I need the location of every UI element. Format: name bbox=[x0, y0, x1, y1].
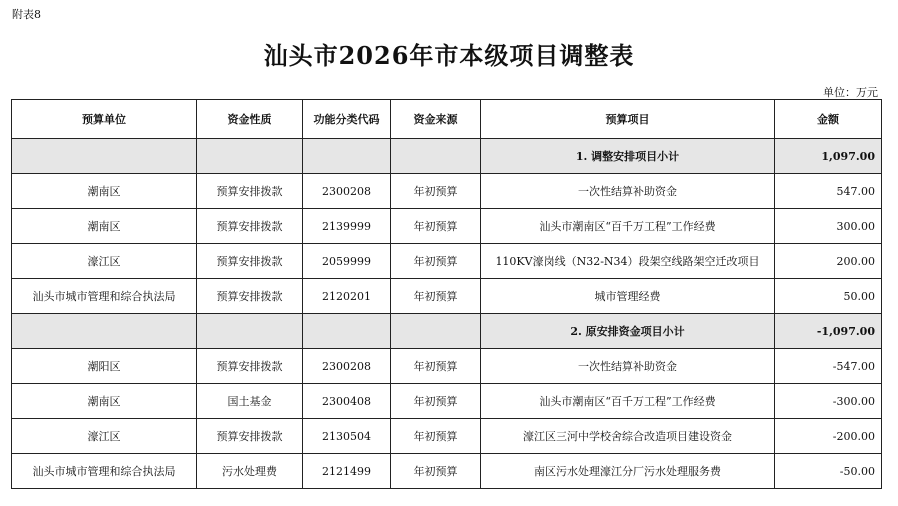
cell-function-code: 2300408 bbox=[303, 384, 391, 419]
cell-budget-unit: 潮南区 bbox=[12, 174, 197, 209]
page-title: 汕头市2026年市本级项目调整表 bbox=[263, 41, 635, 70]
cell-fund-source: 年初预算 bbox=[391, 454, 481, 489]
cell-amount: 300.00 bbox=[775, 209, 882, 244]
cell-fund-nature bbox=[197, 139, 303, 174]
cell-fund-nature: 污水处理费 bbox=[197, 454, 303, 489]
cell-budget-project: 濠江区三河中学校舍综合改造项目建设资金 bbox=[481, 419, 775, 454]
cell-budget-unit: 濠江区 bbox=[12, 244, 197, 279]
cell-fund-source: 年初预算 bbox=[391, 244, 481, 279]
table-row bbox=[12, 384, 882, 419]
cell-budget-project: 2. 原安排资金项目小计 bbox=[481, 314, 775, 349]
cell-fund-nature: 国土基金 bbox=[197, 384, 303, 419]
cell-fund-nature: 预算安排拨款 bbox=[197, 279, 303, 314]
cell-budget-unit: 汕头市城市管理和综合执法局 bbox=[12, 279, 197, 314]
cell-function-code: 2300208 bbox=[303, 174, 391, 209]
header-budget-project: 预算项目 bbox=[481, 100, 775, 139]
cell-fund-nature: 预算安排拨款 bbox=[197, 209, 303, 244]
cell-amount: -300.00 bbox=[775, 384, 882, 419]
table-row bbox=[12, 349, 882, 384]
cell-amount: -547.00 bbox=[775, 349, 882, 384]
cell-fund-source: 年初预算 bbox=[391, 384, 481, 419]
cell-budget-unit bbox=[12, 314, 197, 349]
cell-amount: 1,097.00 bbox=[775, 139, 882, 174]
cell-fund-source: 年初预算 bbox=[391, 174, 481, 209]
cell-fund-source: 年初预算 bbox=[391, 209, 481, 244]
table-row bbox=[12, 244, 882, 279]
cell-fund-nature: 预算安排拨款 bbox=[197, 244, 303, 279]
cell-fund-nature bbox=[197, 314, 303, 349]
table-row bbox=[12, 454, 882, 489]
cell-budget-project: 汕头市潮南区“百千万工程”工作经费 bbox=[481, 384, 775, 419]
cell-budget-project: 一次性结算补助资金 bbox=[481, 174, 775, 209]
subtotal-row bbox=[12, 314, 882, 349]
cell-amount: -50.00 bbox=[775, 454, 882, 489]
subtotal-row bbox=[12, 139, 882, 174]
cell-function-code: 2300208 bbox=[303, 349, 391, 384]
header-row bbox=[12, 100, 882, 139]
cell-amount: -1,097.00 bbox=[775, 314, 882, 349]
cell-budget-project: 汕头市潮南区“百千万工程”工作经费 bbox=[481, 209, 775, 244]
cell-amount: 50.00 bbox=[775, 279, 882, 314]
table-row bbox=[12, 279, 882, 314]
cell-function-code bbox=[303, 314, 391, 349]
header-fund-source: 资金来源 bbox=[391, 100, 481, 139]
cell-fund-nature: 预算安排拨款 bbox=[197, 349, 303, 384]
table-row bbox=[12, 174, 882, 209]
header-budget-unit: 预算单位 bbox=[12, 100, 197, 139]
header-function-code: 功能分类代码 bbox=[303, 100, 391, 139]
table-row bbox=[12, 419, 882, 454]
table-body bbox=[12, 139, 882, 489]
cell-budget-unit: 濠江区 bbox=[12, 419, 197, 454]
cell-fund-nature: 预算安排拨款 bbox=[197, 174, 303, 209]
cell-fund-source bbox=[391, 314, 481, 349]
header-fund-nature: 资金性质 bbox=[197, 100, 303, 139]
cell-budget-unit: 潮南区 bbox=[12, 384, 197, 419]
cell-function-code: 2121499 bbox=[303, 454, 391, 489]
cell-fund-source bbox=[391, 139, 481, 174]
cell-budget-project: 1. 调整安排项目小计 bbox=[481, 139, 775, 174]
cell-budget-unit bbox=[12, 139, 197, 174]
attachment-label: 附表8 bbox=[12, 8, 41, 21]
cell-budget-unit: 潮南区 bbox=[12, 209, 197, 244]
cell-fund-source: 年初预算 bbox=[391, 419, 481, 454]
cell-amount: 200.00 bbox=[775, 244, 882, 279]
header-amount: 金额 bbox=[775, 100, 882, 139]
cell-fund-source: 年初预算 bbox=[391, 279, 481, 314]
cell-function-code bbox=[303, 139, 391, 174]
unit-note: 单位：万元 bbox=[823, 86, 878, 99]
cell-budget-project: 110KV濠岗线（N32-N34）段架空线路架空迁改项目 bbox=[481, 244, 775, 279]
cell-fund-nature: 预算安排拨款 bbox=[197, 419, 303, 454]
cell-fund-source: 年初预算 bbox=[391, 349, 481, 384]
cell-amount: -200.00 bbox=[775, 419, 882, 454]
cell-function-code: 2059999 bbox=[303, 244, 391, 279]
cell-function-code: 2130504 bbox=[303, 419, 391, 454]
cell-amount: 547.00 bbox=[775, 174, 882, 209]
table-row bbox=[12, 209, 882, 244]
cell-function-code: 2120201 bbox=[303, 279, 391, 314]
cell-function-code: 2139999 bbox=[303, 209, 391, 244]
adjustment-table bbox=[11, 99, 882, 489]
cell-budget-unit: 汕头市城市管理和综合执法局 bbox=[12, 454, 197, 489]
cell-budget-project: 一次性结算补助资金 bbox=[481, 349, 775, 384]
cell-budget-unit: 潮阳区 bbox=[12, 349, 197, 384]
cell-budget-project: 城市管理经费 bbox=[481, 279, 775, 314]
cell-budget-project: 南区污水处理濠江分厂污水处理服务费 bbox=[481, 454, 775, 489]
